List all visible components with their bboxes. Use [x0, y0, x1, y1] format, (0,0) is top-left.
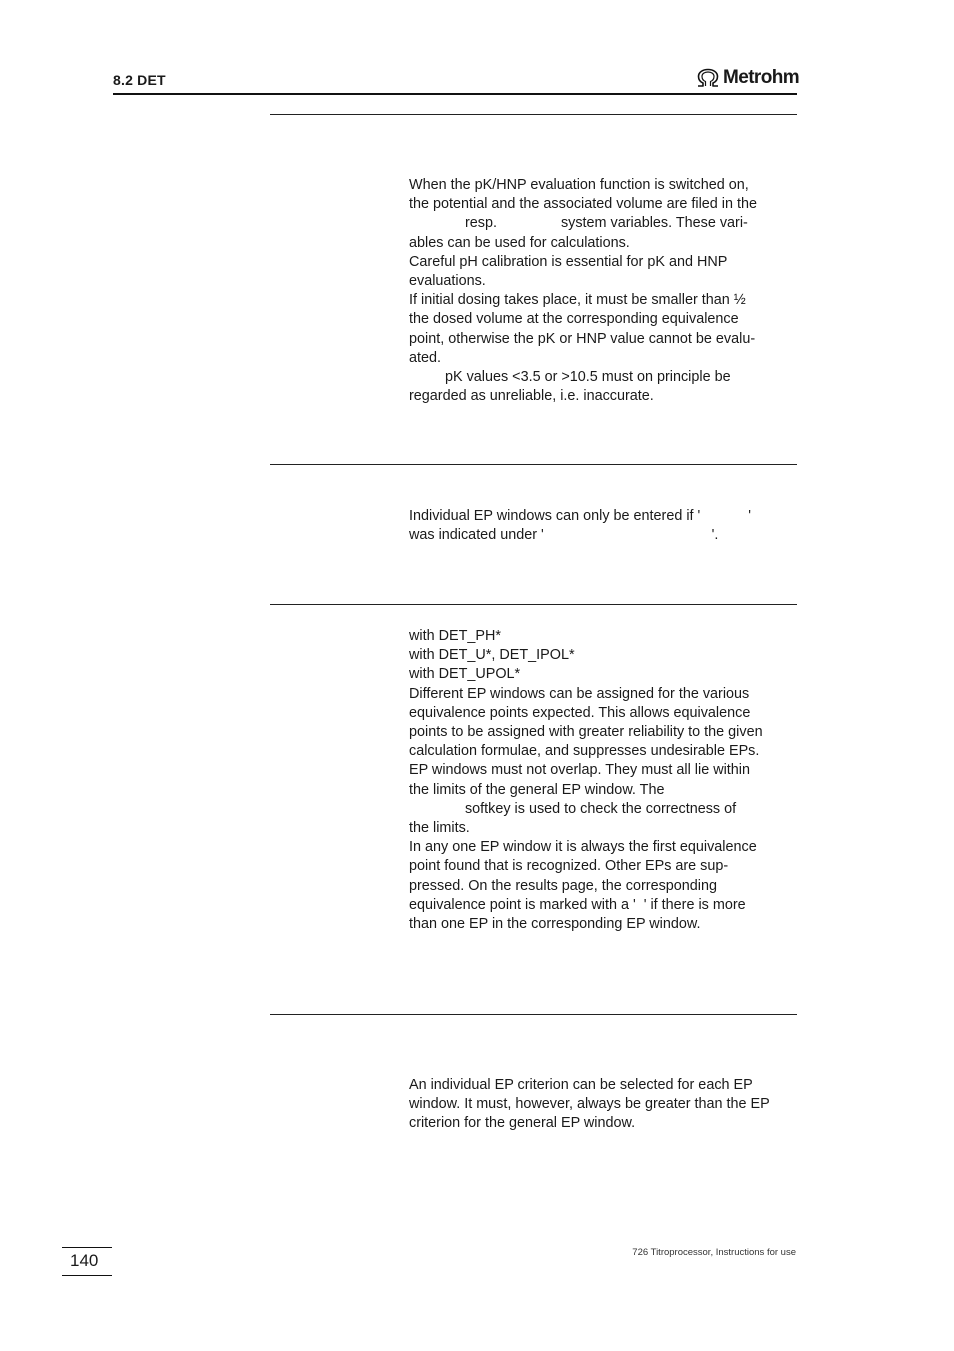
text-line: regarded as unreliable, i.e. inaccurate. [409, 388, 654, 405]
text-line: pK values <3.5 or >10.5 must on principle be [409, 369, 731, 386]
text-line: When the pK/HNP evaluation function is switched on, [409, 177, 749, 193]
text-line: the potential and the associated volume are filed in the [409, 196, 758, 213]
text-line: calculation formulae, and suppresses undesirable EPs. [409, 743, 760, 760]
section-divider [270, 604, 797, 605]
page-number-rule [62, 1247, 112, 1248]
paragraph-ep-windows [409, 627, 801, 934]
section-divider [270, 114, 797, 115]
page-number: 140 [70, 1251, 99, 1270]
text-line: pressed. On the results page, the corresponding [409, 877, 717, 894]
text-line: softkey is used to check the correctness of [409, 800, 737, 817]
page-number-underline [62, 1275, 112, 1276]
brand-logo [696, 65, 799, 91]
text-line: equivalence point is marked with a ' ' if there is more [409, 896, 746, 913]
text-line: resp. system variables. These vari- [409, 215, 748, 232]
text-line: equivalence points expected. This allows equivalence [409, 704, 751, 721]
text-line: with DET_PH* [409, 628, 501, 644]
paragraph-pk-hnp [409, 176, 801, 406]
text-line: ated. [409, 349, 442, 366]
text-line: the limits of the general EP window. The [409, 781, 665, 798]
text-line: Different EP windows can be assigned for the various [409, 685, 750, 702]
section-divider [270, 1014, 797, 1015]
omega-logo-icon [696, 68, 720, 88]
brand-name: Metrohm [723, 67, 800, 88]
text-line: ables can be used for calculations. [409, 234, 630, 251]
text-line: Careful pH calibration is essential for pK and HNP [409, 253, 728, 270]
text-line: point found that is recognized. Other EPs are sup- [409, 858, 729, 875]
text-line: was indicated under ' '. [409, 527, 719, 544]
text-line: the limits. [409, 820, 470, 837]
text-line: An individual EP criterion can be selected for each EP [409, 1077, 753, 1093]
paragraph-ep-criterion [409, 1076, 801, 1134]
text-line: with DET_UPOL* [409, 666, 521, 683]
paragraph-ep-windows-entry [409, 507, 801, 545]
text-line: criterion for the general EP window. [409, 1115, 636, 1132]
text-line: the dosed volume at the corresponding equivalence [409, 311, 739, 328]
text-line: with DET_U*, DET_IPOL* [409, 647, 575, 664]
text-line: point, otherwise the pK or HNP value cannot be evalu- [409, 330, 756, 347]
text-line: In any one EP window it is always the first equivalence [409, 839, 757, 856]
section-divider [270, 464, 797, 465]
text-line: evaluations. [409, 273, 486, 290]
text-line: EP windows must not overlap. They must all lie within [409, 762, 750, 779]
text-line: than one EP in the corresponding EP window. [409, 916, 701, 933]
text-line: Individual EP windows can only be entered if ' ' [409, 508, 751, 524]
text-line: window. It must, however, always be greater than the EP [409, 1096, 770, 1113]
header-rule [113, 93, 797, 95]
text-line: points to be assigned with greater reliability to the given [409, 724, 763, 741]
text-line: If initial dosing takes place, it must be smaller than ½ [409, 292, 746, 309]
section-heading: 8.2 DET [113, 72, 166, 88]
footer-doc-title: 726 Titroprocessor, Instructions for use [632, 1247, 796, 1258]
